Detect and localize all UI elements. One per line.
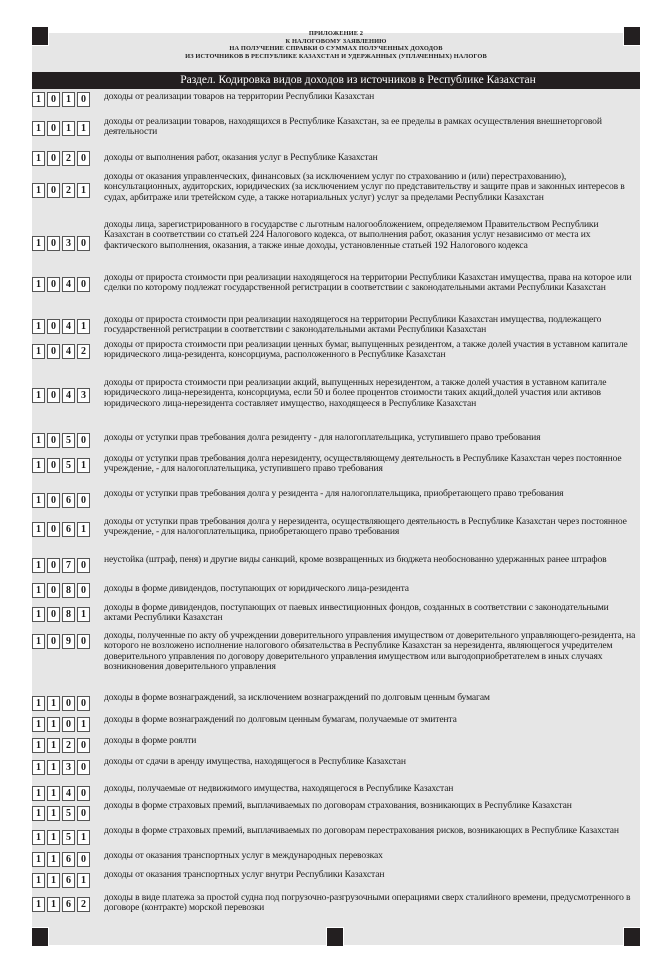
- code-digit: 1: [32, 493, 45, 508]
- section-title: Раздел. Кодировка видов доходов из источников в Республике Казахстан: [180, 74, 536, 86]
- code-digit: 1: [47, 696, 60, 711]
- code-digit: 1: [32, 344, 45, 359]
- income-description: доходы от реализации товаров, находящихся в Республике Казахстан, за ее пределы в рамках осуществления внешнеторговой деятельности: [104, 116, 602, 138]
- code-digit: 2: [77, 897, 90, 912]
- income-description: доходы от оказания управленческих, финансовых (за исключением услуг по страхованию и (или) перестрахованию), консультационных, аудиторских, юридических (за исключением услуг по представительству и защите прав и законных интересов в судах, арбитраже или третейском суде, а также нотариальных услуг) услуг за пределами Республики Казахстан: [104, 171, 625, 203]
- code-digit: 1: [32, 873, 45, 888]
- code-digit: 1: [32, 319, 45, 334]
- income-description: доходы от прироста стоимости при реализации находящегося на территории Республики Казахстан имущества, подлежащего государственной регистрации в соответствии с законодательными актами Республики Казахстан: [104, 314, 602, 336]
- code-digit: 0: [47, 634, 60, 649]
- code-digit: 0: [47, 522, 60, 537]
- code-boxes: [32, 897, 90, 912]
- code-digit: 1: [47, 806, 60, 821]
- code-boxes: [32, 738, 90, 753]
- code-boxes: [32, 458, 90, 473]
- code-digit: 4: [62, 277, 75, 292]
- code-digit: 0: [77, 92, 90, 107]
- income-description: доходы от прироста стоимости при реализации находящегося на территории Республики Казахстан имущества, права на которое или сделки по которому подлежат государственной регистрации в соответствии с законодательными актами Республики Казахстан: [104, 272, 632, 294]
- code-digit: 1: [62, 121, 75, 136]
- code-boxes: [32, 607, 90, 622]
- code-boxes: [32, 121, 90, 136]
- income-description: доходы, полученные по акту об учреждении доверительного управления имуществом от доверительного управляющего-резидента, на которого не возложено исполнение налогового обязательства в Республике Казахстан за нерезидента, являющегося учредителем доверительного управления по договору доверительного управления имуществом или выгодоприобретателем в иных случаях возникновения доверительного управления: [104, 630, 636, 673]
- code-digit: 6: [62, 522, 75, 537]
- title-line: НА ПОЛУЧЕНИЕ СПРАВКИ О СУММАХ ПОЛУЧЕННЫХ ДОХОДОВ: [229, 45, 443, 53]
- code-boxes: [32, 522, 90, 537]
- code-boxes: [32, 183, 90, 198]
- code-digit: 1: [47, 786, 60, 801]
- code-digit: 0: [77, 236, 90, 251]
- code-digit: 1: [47, 738, 60, 753]
- code-digit: 1: [77, 522, 90, 537]
- code-digit: 1: [47, 897, 60, 912]
- code-digit: 0: [77, 786, 90, 801]
- code-boxes: [32, 277, 90, 292]
- code-boxes: [32, 319, 90, 334]
- income-description: доходы в форме вознаграждений, за исключением вознаграждений по долговым ценным бумагам: [104, 692, 490, 703]
- code-digit: 1: [77, 121, 90, 136]
- income-description: доходы от прироста стоимости при реализации ценных бумаг, выпущенных резидентом, а также долей участия в уставном капитале юридического лица-резидента, консорциума, расположенного в Республике Казахстан: [104, 339, 628, 361]
- income-description: доходы в форме дивидендов, поступающих от паевых инвестиционных фондов, созданных в соответствии с законодательными актами Республики Казахстан: [104, 602, 609, 624]
- code-digit: 0: [47, 558, 60, 573]
- code-digit: 0: [47, 121, 60, 136]
- code-digit: 0: [47, 319, 60, 334]
- code-digit: 1: [47, 830, 60, 845]
- income-description: доходы в виде платежа за простой судна под погрузочно-разгрузочными операциями сверх сталийного времени, предусмотренного в договоре (контракте) морской перевозки: [104, 892, 631, 914]
- code-digit: 0: [77, 806, 90, 821]
- code-digit: 0: [77, 852, 90, 867]
- income-description: доходы лица, зарегистрированного в государстве с льготным налогообложением, определяемом Правительством Республики Казахстан в соответствии со статьей 224 Налогового кодекса, от выполнения работ, оказания услуг независимо от места их фактического выполнения, оказания, а также иные доходы, установленные статьей 192 Налогового кодекса: [104, 219, 599, 251]
- code-digit: 6: [62, 852, 75, 867]
- code-digit: 1: [32, 151, 45, 166]
- code-boxes: [32, 558, 90, 573]
- code-boxes: [32, 634, 90, 649]
- code-digit: 4: [62, 388, 75, 403]
- code-digit: 0: [47, 493, 60, 508]
- code-digit: 1: [47, 873, 60, 888]
- code-boxes: [32, 493, 90, 508]
- code-boxes: [32, 388, 90, 403]
- registration-mark-top-right: [624, 27, 640, 45]
- code-boxes: [32, 236, 90, 251]
- code-digit: 1: [32, 121, 45, 136]
- code-digit: 2: [62, 738, 75, 753]
- code-digit: 0: [47, 277, 60, 292]
- income-description: доходы в форме роялти: [104, 735, 197, 746]
- income-description: доходы в форме вознаграждений по долговым ценным бумагам, получаемые от эмитента: [104, 714, 457, 725]
- income-description: доходы от оказания транспортных услуг в международных перевозках: [104, 850, 383, 861]
- code-digit: 1: [32, 760, 45, 775]
- code-digit: 1: [47, 760, 60, 775]
- code-digit: 1: [77, 319, 90, 334]
- code-digit: 1: [32, 388, 45, 403]
- code-digit: 1: [32, 634, 45, 649]
- registration-mark-top-left: [32, 27, 48, 45]
- income-description: доходы в форме дивидендов, поступающих от юридического лица-резидента: [104, 583, 409, 594]
- income-description: доходы от реализации товаров на территории Республики Казахстан: [104, 91, 375, 102]
- code-digit: 1: [47, 852, 60, 867]
- code-digit: 1: [32, 717, 45, 732]
- code-boxes: [32, 830, 90, 845]
- code-digit: 1: [32, 696, 45, 711]
- income-description: доходы в форме страховых премий, выплачиваемых по договорам перестрахования рисков, возникающих в Республике Казахстан: [104, 825, 619, 836]
- title-line: К НАЛОГОВОМУ ЗАЯВЛЕНИЮ: [285, 37, 387, 45]
- code-digit: 6: [62, 493, 75, 508]
- income-description: доходы от уступки прав требования долга у резидента - для налогоплательщика, приобретающего право требования: [104, 488, 564, 499]
- code-digit: 1: [32, 806, 45, 821]
- code-digit: 0: [62, 696, 75, 711]
- code-boxes: [32, 806, 90, 821]
- code-digit: 0: [47, 607, 60, 622]
- income-description: доходы от уступки прав требования долга нерезиденту, осуществляющему деятельность в Республике Казахстан через постоянное учреждение, - для налогоплательщика, уступившего право требования: [104, 453, 622, 475]
- code-boxes: [32, 583, 90, 598]
- code-boxes: [32, 786, 90, 801]
- title-line: ИЗ ИСТОЧНИКОВ В РЕСПУБЛИКЕ КАЗАХСТАН И УДЕРЖАННЫХ (УПЛАЧЕННЫХ) НАЛОГОВ: [185, 52, 487, 60]
- code-digit: 1: [32, 852, 45, 867]
- code-digit: 1: [32, 897, 45, 912]
- code-digit: 5: [62, 830, 75, 845]
- code-digit: 1: [32, 277, 45, 292]
- code-boxes: [32, 873, 90, 888]
- code-digit: 0: [47, 433, 60, 448]
- code-boxes: [32, 696, 90, 711]
- code-digit: 4: [62, 786, 75, 801]
- code-digit: 0: [77, 634, 90, 649]
- code-digit: 1: [77, 873, 90, 888]
- income-description: доходы от выполнения работ, оказания услуг в Республике Казахстан: [104, 152, 378, 163]
- code-digit: 4: [62, 319, 75, 334]
- code-digit: 1: [32, 433, 45, 448]
- code-digit: 1: [77, 183, 90, 198]
- code-digit: 7: [62, 558, 75, 573]
- registration-mark-bottom-left: [32, 928, 48, 946]
- code-digit: 1: [32, 558, 45, 573]
- code-digit: 1: [32, 830, 45, 845]
- code-digit: 8: [62, 583, 75, 598]
- code-digit: 0: [47, 344, 60, 359]
- registration-mark-bottom-center: [327, 928, 343, 946]
- code-boxes: [32, 717, 90, 732]
- income-description: доходы от сдачи в аренду имущества, находящегося в Республике Казахстан: [104, 756, 406, 767]
- code-digit: 8: [62, 607, 75, 622]
- code-digit: 1: [32, 236, 45, 251]
- code-digit: 6: [62, 897, 75, 912]
- code-digit: 0: [47, 388, 60, 403]
- code-digit: 1: [47, 717, 60, 732]
- code-digit: 0: [77, 583, 90, 598]
- code-digit: 1: [62, 92, 75, 107]
- code-digit: 0: [77, 558, 90, 573]
- code-boxes: [32, 852, 90, 867]
- code-digit: 0: [77, 277, 90, 292]
- code-digit: 1: [32, 458, 45, 473]
- code-digit: 0: [47, 183, 60, 198]
- code-digit: 1: [32, 786, 45, 801]
- code-digit: 3: [77, 388, 90, 403]
- income-description: доходы от уступки прав требования долга резиденту - для налогоплательщика, уступившего право требования: [104, 432, 541, 443]
- code-digit: 1: [32, 583, 45, 598]
- code-digit: 0: [77, 760, 90, 775]
- form-title: [100, 30, 572, 60]
- code-digit: 5: [62, 806, 75, 821]
- code-digit: 2: [77, 344, 90, 359]
- code-digit: 0: [62, 717, 75, 732]
- code-digit: 0: [47, 458, 60, 473]
- code-digit: 1: [77, 830, 90, 845]
- code-boxes: [32, 433, 90, 448]
- code-digit: 0: [47, 583, 60, 598]
- code-digit: 1: [77, 717, 90, 732]
- code-digit: 0: [77, 738, 90, 753]
- code-digit: 5: [62, 433, 75, 448]
- code-digit: 0: [47, 236, 60, 251]
- income-description: доходы от уступки прав требования долга у нерезидента, осуществляющего деятельность в Республике Казахстан через постоянное учреждение, - для налогоплательщика, приобретающего право требования: [104, 516, 627, 538]
- income-description: неустойка (штраф, пеня) и другие виды санкций, кроме возвращенных из бюджета необоснованно удержанных ранее штрафов: [104, 554, 607, 565]
- code-digit: 2: [62, 183, 75, 198]
- code-digit: 1: [32, 183, 45, 198]
- code-digit: 0: [77, 151, 90, 166]
- code-digit: 0: [77, 433, 90, 448]
- code-boxes: [32, 92, 90, 107]
- code-boxes: [32, 344, 90, 359]
- code-digit: 2: [62, 151, 75, 166]
- code-digit: 5: [62, 458, 75, 473]
- income-description: доходы, получаемые от недвижимого имущества, находящегося в Республике Казахстан: [104, 783, 454, 794]
- code-digit: 1: [32, 92, 45, 107]
- code-digit: 3: [62, 760, 75, 775]
- code-digit: 4: [62, 344, 75, 359]
- code-boxes: [32, 760, 90, 775]
- code-digit: 0: [47, 92, 60, 107]
- code-digit: 1: [77, 458, 90, 473]
- code-digit: 9: [62, 634, 75, 649]
- code-boxes: [32, 151, 90, 166]
- code-digit: 1: [77, 607, 90, 622]
- code-digit: 3: [62, 236, 75, 251]
- code-digit: 0: [77, 696, 90, 711]
- code-digit: 1: [32, 738, 45, 753]
- income-description: доходы от прироста стоимости при реализации акций, выпущенных нерезидентом, а также долей участия в уставном капитале юридического лица-нерезидента, консорциума, если 50 и более процентов стоимости таких акций,долей участия или активов юридического лица-нерезидента составляет имущество, находящееся в Республике Казахстан: [104, 377, 607, 409]
- code-digit: 0: [77, 493, 90, 508]
- code-digit: 1: [32, 522, 45, 537]
- code-digit: 1: [32, 607, 45, 622]
- income-description: доходы от оказания транспортных услуг внутри Республики Казахстан: [104, 869, 385, 880]
- registration-mark-bottom-right: [624, 928, 640, 946]
- code-digit: 6: [62, 873, 75, 888]
- code-digit: 0: [47, 151, 60, 166]
- income-description: доходы в форме страховых премий, выплачиваемых по договорам страхования, возникающих в Республике Казахстан: [104, 800, 572, 811]
- title-line: ПРИЛОЖЕНИЕ 2: [308, 30, 364, 37]
- section-header: [32, 72, 640, 89]
